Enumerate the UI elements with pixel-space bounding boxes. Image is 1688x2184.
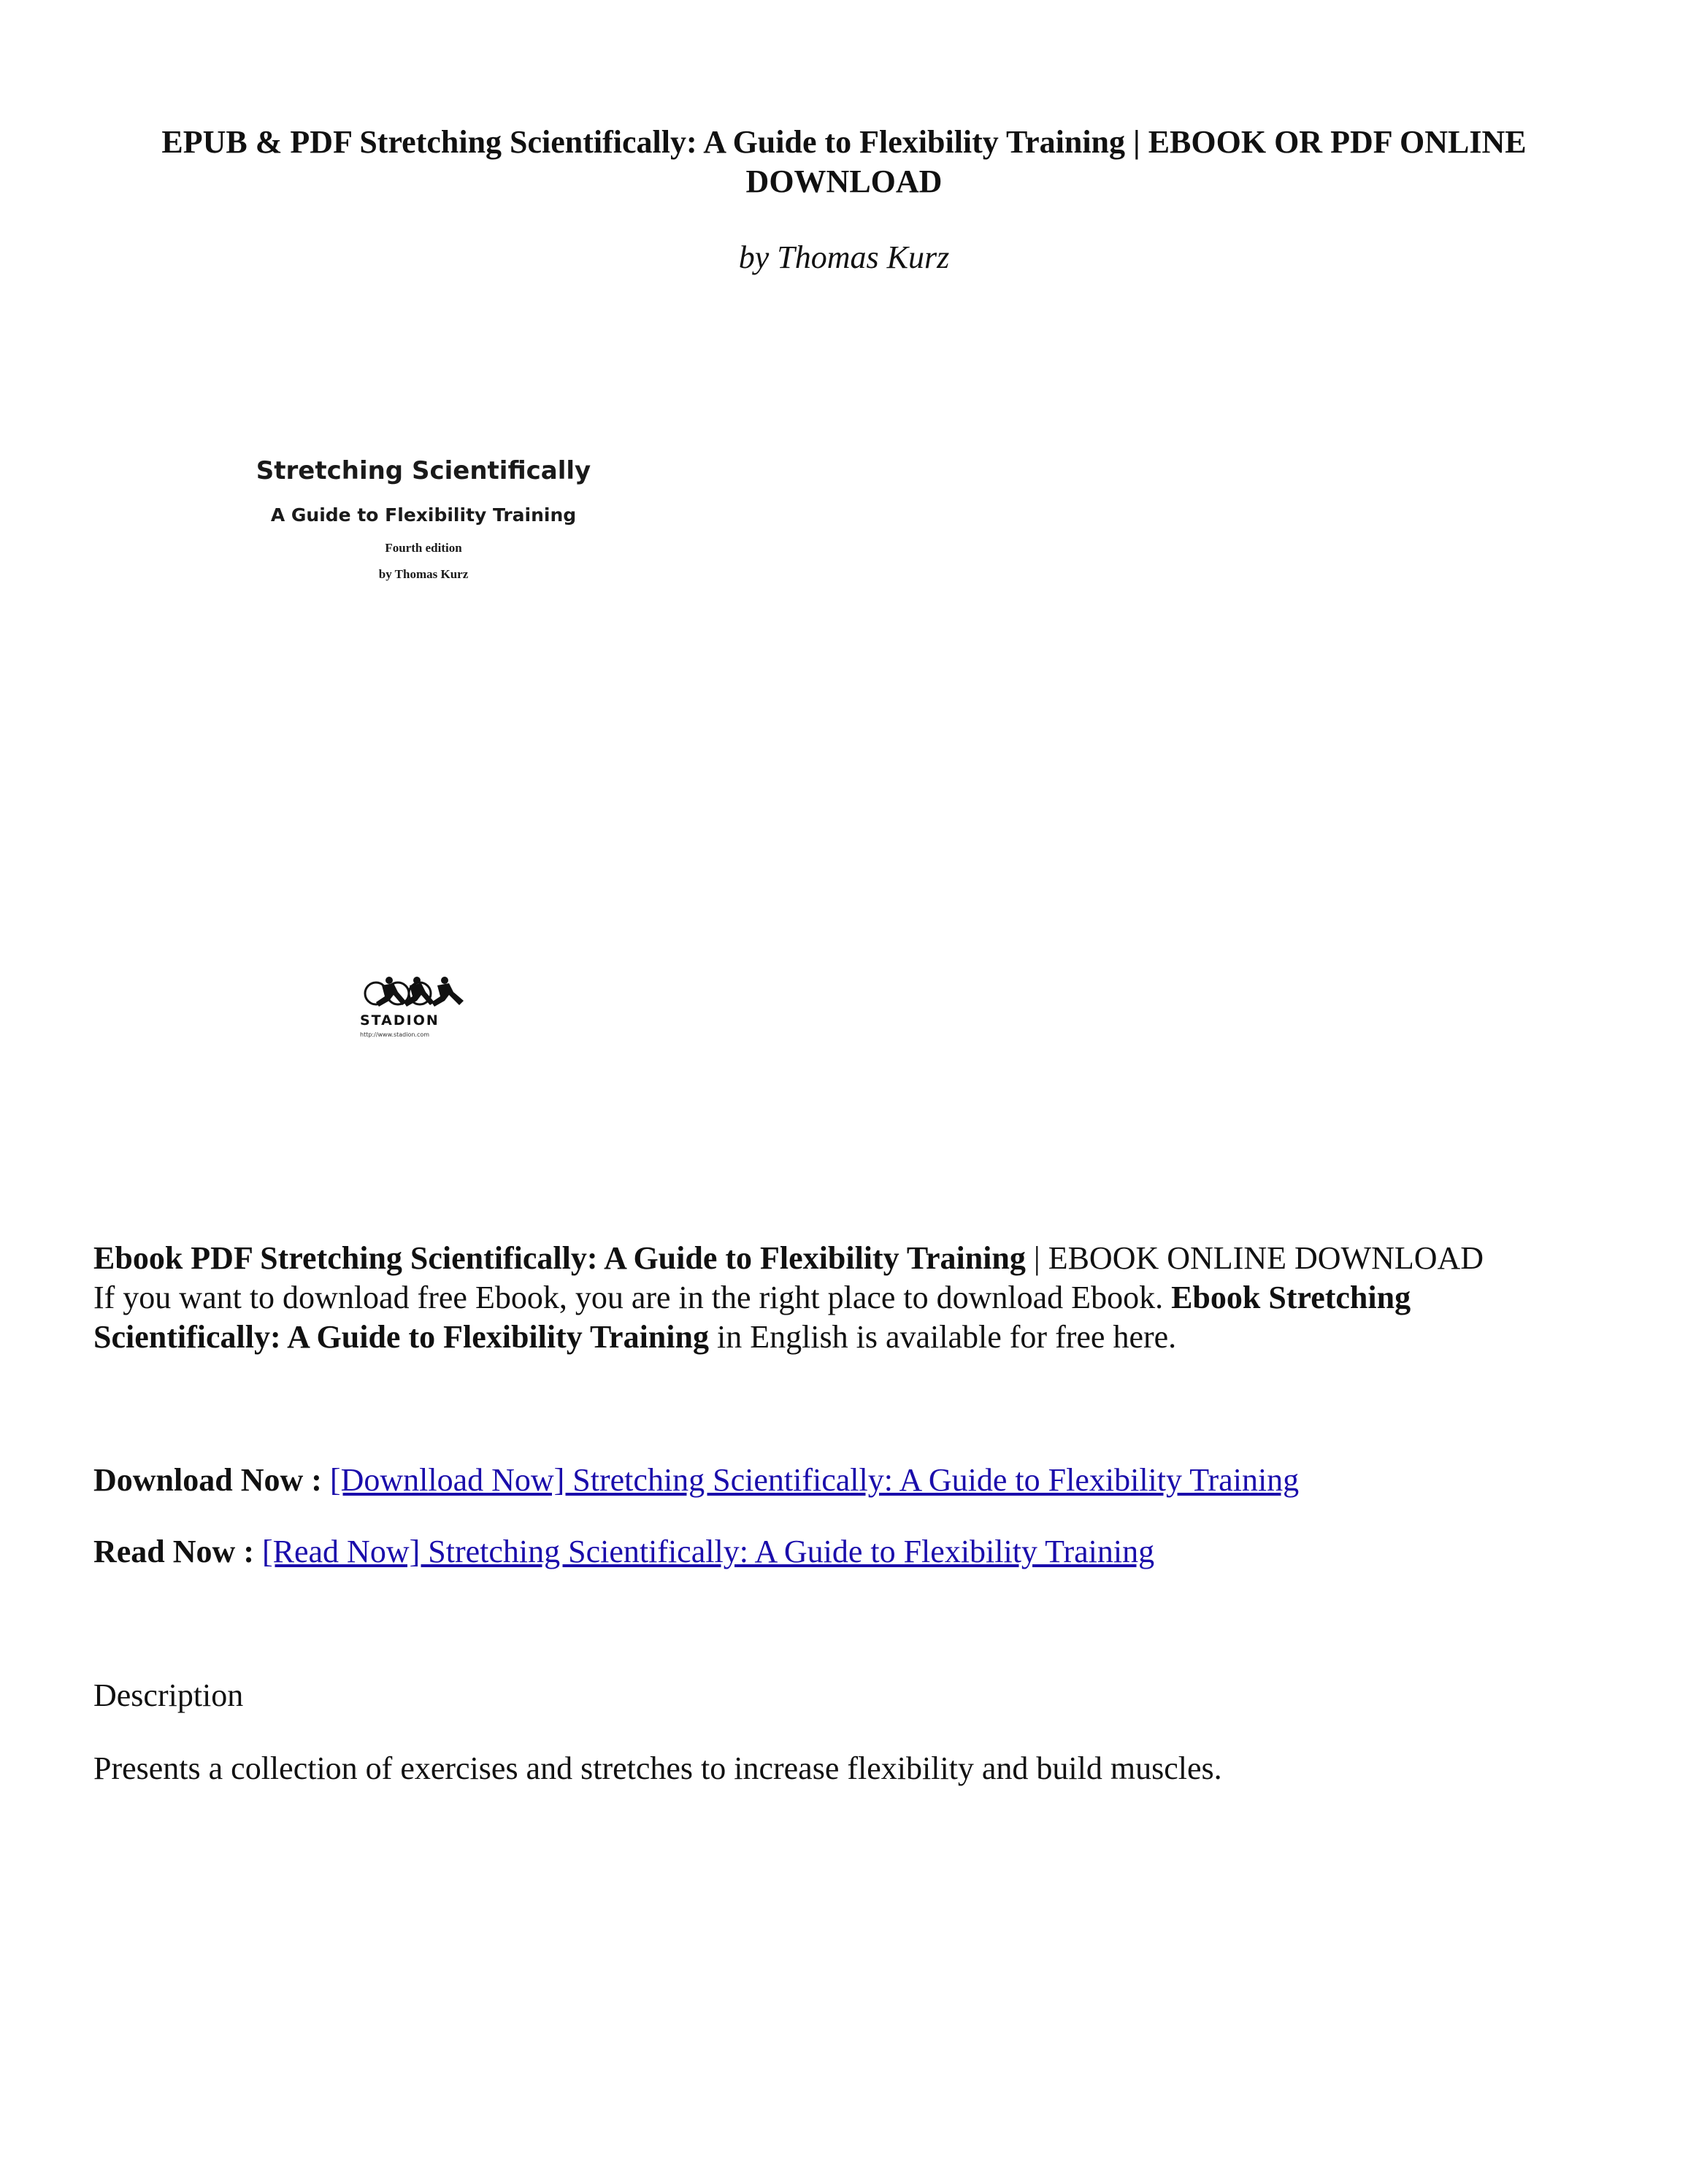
author-byline: by Thomas Kurz — [738, 239, 950, 275]
download-link[interactable]: [Downlload Now] Stretching Scientifically: A Guide to Flexibility Training — [329, 1462, 1300, 1498]
description-heading: Description — [93, 1677, 244, 1713]
download-label: Download Now : — [93, 1462, 330, 1498]
cover-author: by Thomas Kurz — [378, 567, 469, 581]
intro-paragraph — [93, 1239, 1597, 1357]
document-title — [110, 123, 1578, 201]
intro-bold-2b: Scientifically: A Guide to Flexibility Training — [93, 1319, 709, 1355]
intro-bold-2a: Ebook Stretching — [1171, 1280, 1411, 1315]
cover-title: Stretching Scientifically — [256, 456, 591, 485]
title-line-2: DOWNLOAD — [745, 164, 943, 199]
intro-text-1: | EBOOK ONLINE DOWNLOAD — [1025, 1240, 1484, 1276]
intro-text-3: in English is available for free here. — [708, 1319, 1177, 1355]
download-row — [93, 1461, 1597, 1500]
read-link[interactable]: [Read Now] Stretching Scientifically: A Guide to Flexibility Training — [261, 1534, 1155, 1569]
description-text: Presents a collection of exercises and stretches to increase flexibility and build muscles. — [93, 1750, 1222, 1786]
read-row — [93, 1532, 1597, 1572]
book-cover — [219, 442, 628, 1069]
intro-bold-title: Ebook PDF Stretching Scientifically: A Guide to Flexibility Training — [93, 1240, 1026, 1276]
publisher-url: http://www.stadion.com — [360, 1031, 430, 1038]
title-line-1: EPUB & PDF Stretching Scientifically: A Guide to Flexibility Training | EBOOK OR PDF ONLINE — [161, 124, 1527, 160]
cover-edition: Fourth edition — [385, 541, 462, 555]
intro-text-2: If you want to download free Ebook, you are in the right place to download Ebook. — [93, 1280, 1172, 1315]
runners-logo-icon — [360, 974, 484, 1011]
cover-subtitle: A Guide to Flexibility Training — [270, 504, 577, 526]
publisher-logo-text: STADION — [360, 1012, 440, 1028]
read-label: Read Now : — [93, 1534, 262, 1569]
